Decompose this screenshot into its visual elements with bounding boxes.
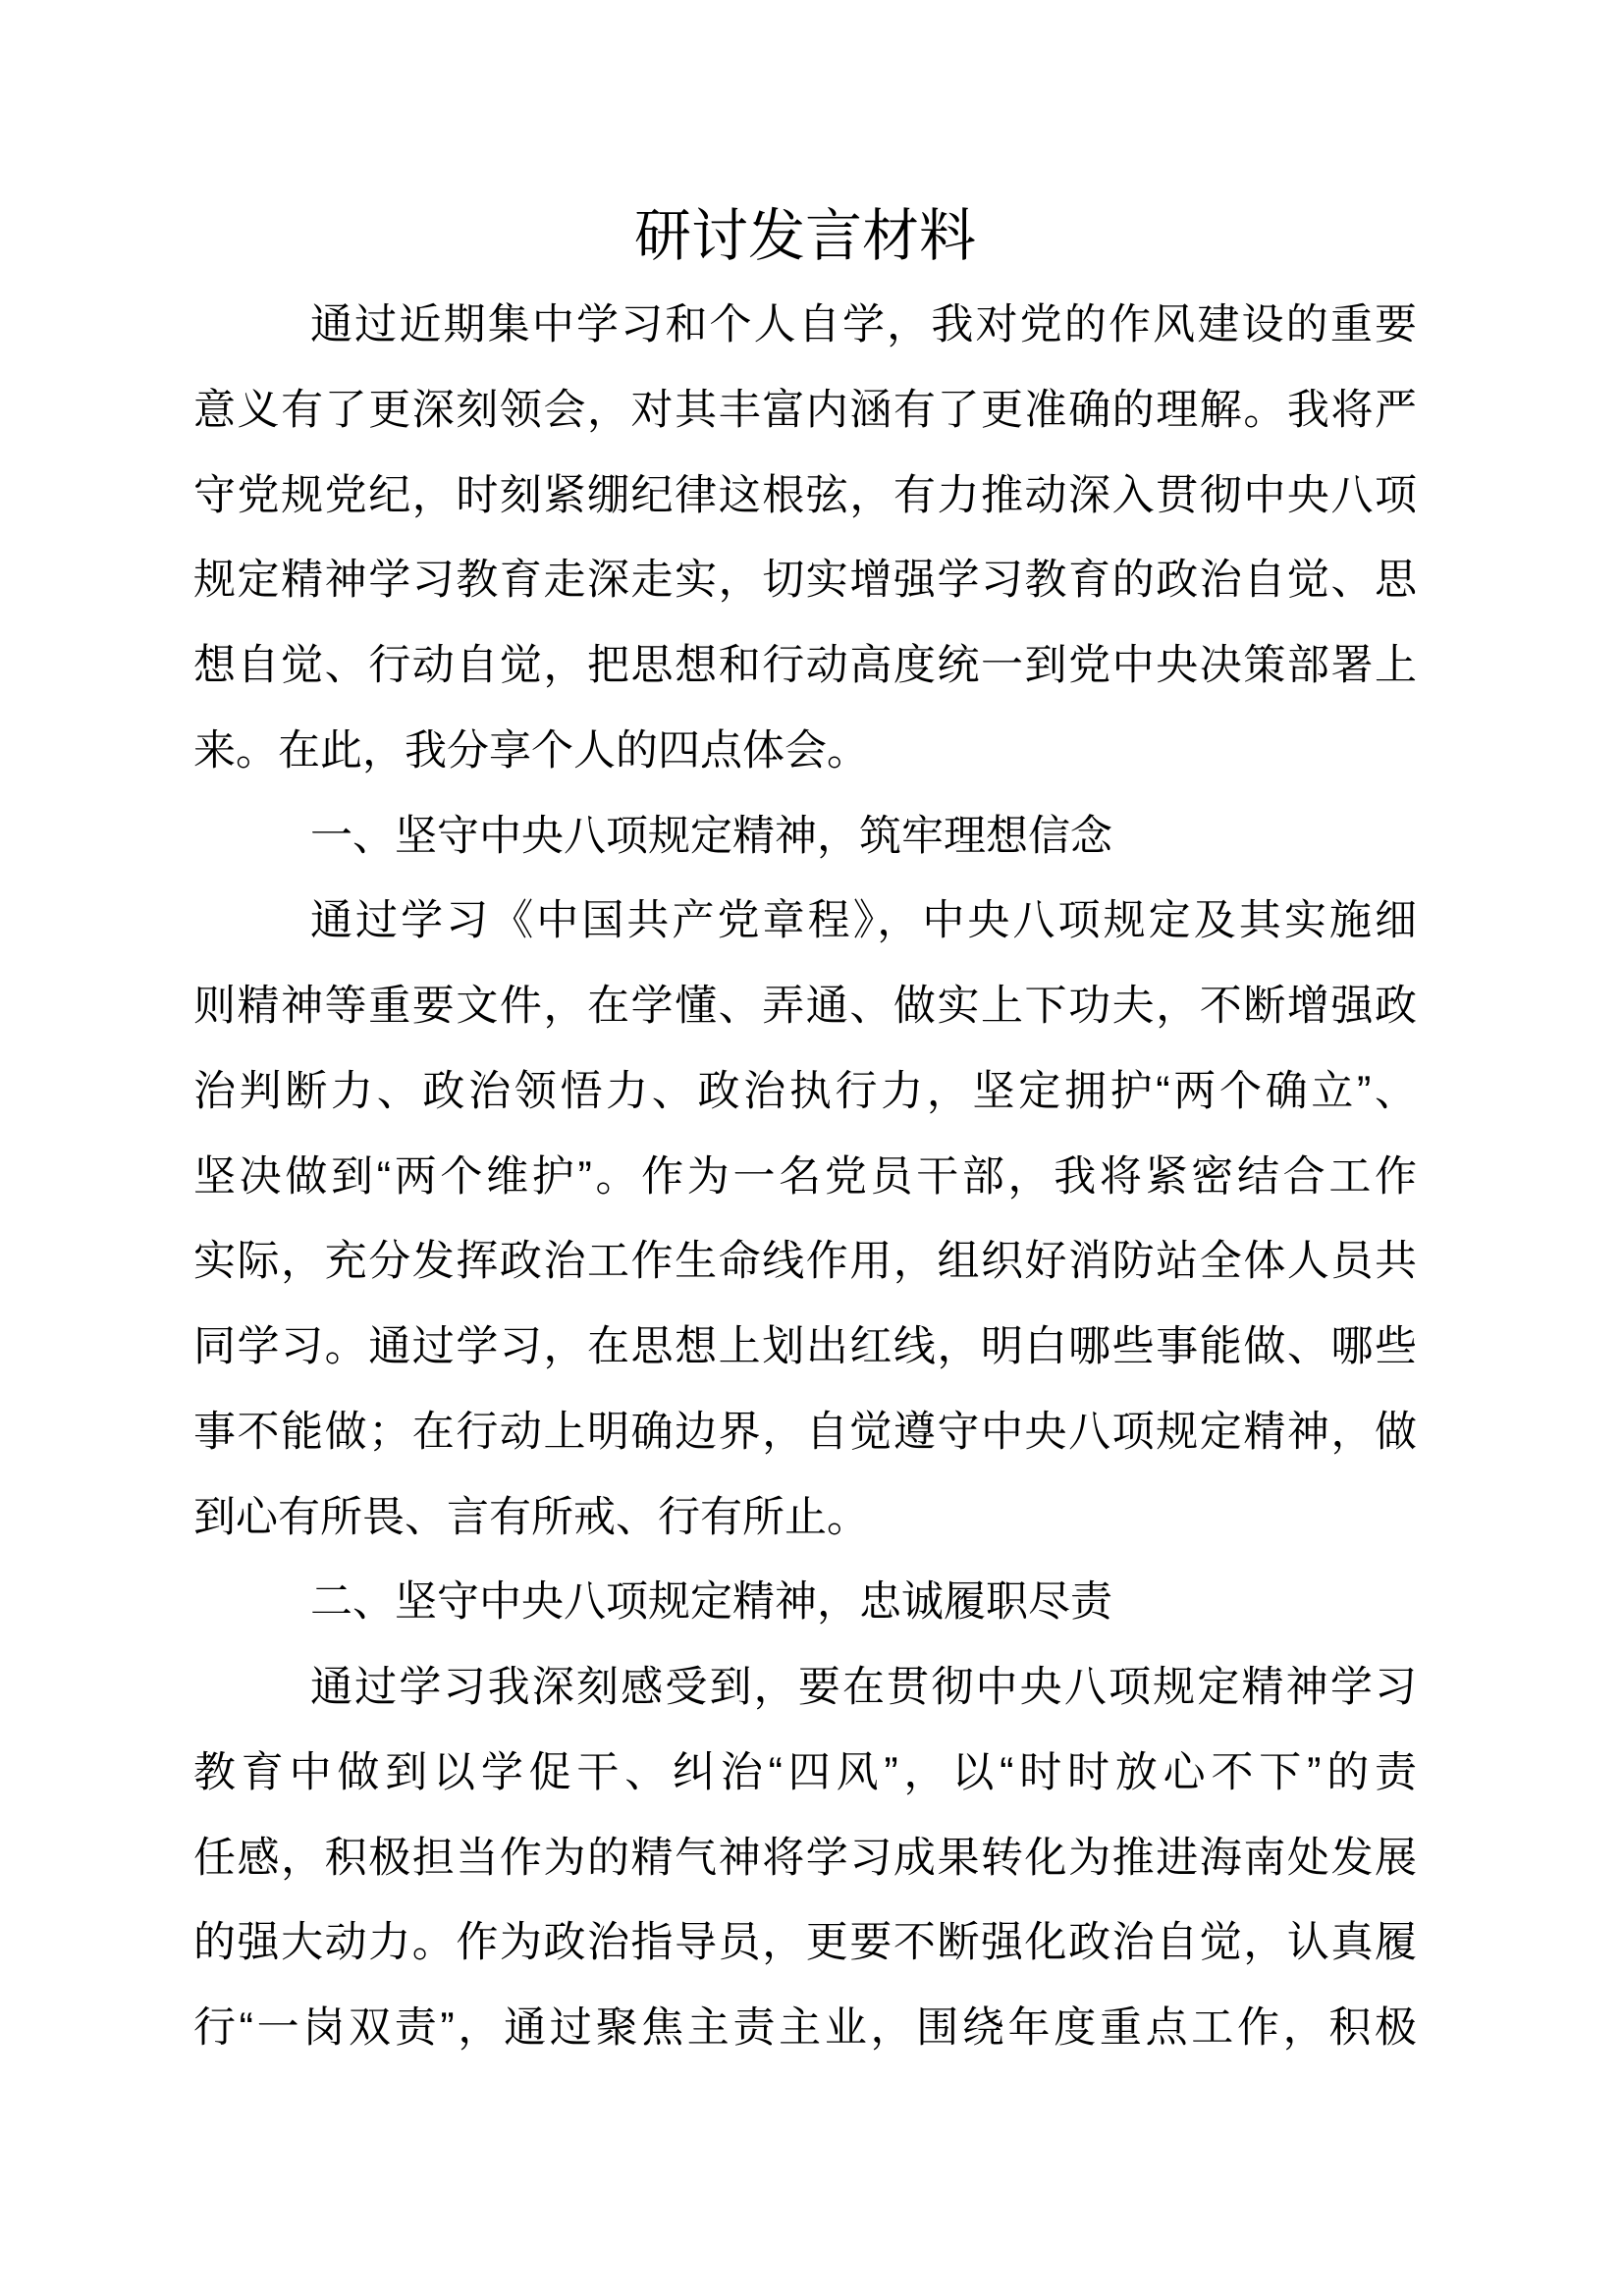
section-heading: 一、坚守中央八项规定精神，筑牢理想信念 bbox=[310, 812, 1112, 860]
paragraph-line: 意义有了更深刻领会，对其丰富内涵有了更准确的理解。我将严 bbox=[193, 386, 1417, 434]
paragraph-line: 想自觉、行动自觉，把思想和行动高度统一到党中央决策部署上 bbox=[193, 642, 1417, 689]
paragraph-line: 治判断力、政治领悟力、政治执行力，坚定拥护“两个确立”、 bbox=[193, 1067, 1417, 1115]
paragraph-line: 通过近期集中学习和个人自学，我对党的作风建设的重要 bbox=[310, 301, 1417, 348]
paragraph-line: 则精神等重要文件，在学懂、弄通、做实上下功夫，不断增强政 bbox=[193, 983, 1417, 1030]
paragraph-line: 实际，充分发挥政治工作生命线作用，组织好消防站全体人员共 bbox=[193, 1238, 1417, 1286]
paragraph-line: 任感，积极担当作为的精气神将学习成果转化为推进海南处发展 bbox=[193, 1834, 1417, 1882]
paragraph-line: 行“一岗双责”，通过聚焦主责主业，围绕年度重点工作，积极 bbox=[193, 2004, 1417, 2052]
paragraph-line: 通过学习我深刻感受到，要在贯彻中央八项规定精神学习 bbox=[310, 1664, 1417, 1711]
section-heading: 二、坚守中央八项规定精神，忠诚履职尽责 bbox=[310, 1578, 1112, 1627]
paragraph-line: 通过学习《中国共产党章程》，中央八项规定及其实施细 bbox=[310, 897, 1417, 945]
document-content bbox=[193, 0, 1417, 2071]
paragraph-line: 事不能做；在行动上明确边界，自觉遵守中央八项规定精神，做 bbox=[193, 1408, 1417, 1456]
paragraph-line: 坚决做到“两个维护”。作为一名党员干部，我将紧密结合工作 bbox=[193, 1152, 1417, 1201]
paragraph-line: 规定精神学习教育走深走实，切实增强学习教育的政治自觉、思 bbox=[193, 557, 1417, 605]
paragraph-line: 教育中做到以学促干、纠治“四风”，以“时时放心不下”的责 bbox=[193, 1748, 1417, 1796]
document-body bbox=[193, 283, 1417, 2071]
paragraph-line: 来。在此，我分享个人的四点体会。 bbox=[193, 726, 869, 774]
paragraph-line: 的强大动力。作为政治指导员，更要不断强化政治自觉，认真履 bbox=[193, 1919, 1417, 1967]
paragraph-line: 守党规党纪，时刻紧绷纪律这根弦，有力推动深入贯彻中央八项 bbox=[193, 471, 1417, 519]
document-title: 研讨发言材料 bbox=[633, 204, 976, 268]
paragraph-line: 到心有所畏、言有所戒、行有所止。 bbox=[193, 1493, 869, 1541]
paragraph-line: 同学习。通过学习，在思想上划出红线，明白哪些事能做、哪些 bbox=[193, 1323, 1417, 1370]
